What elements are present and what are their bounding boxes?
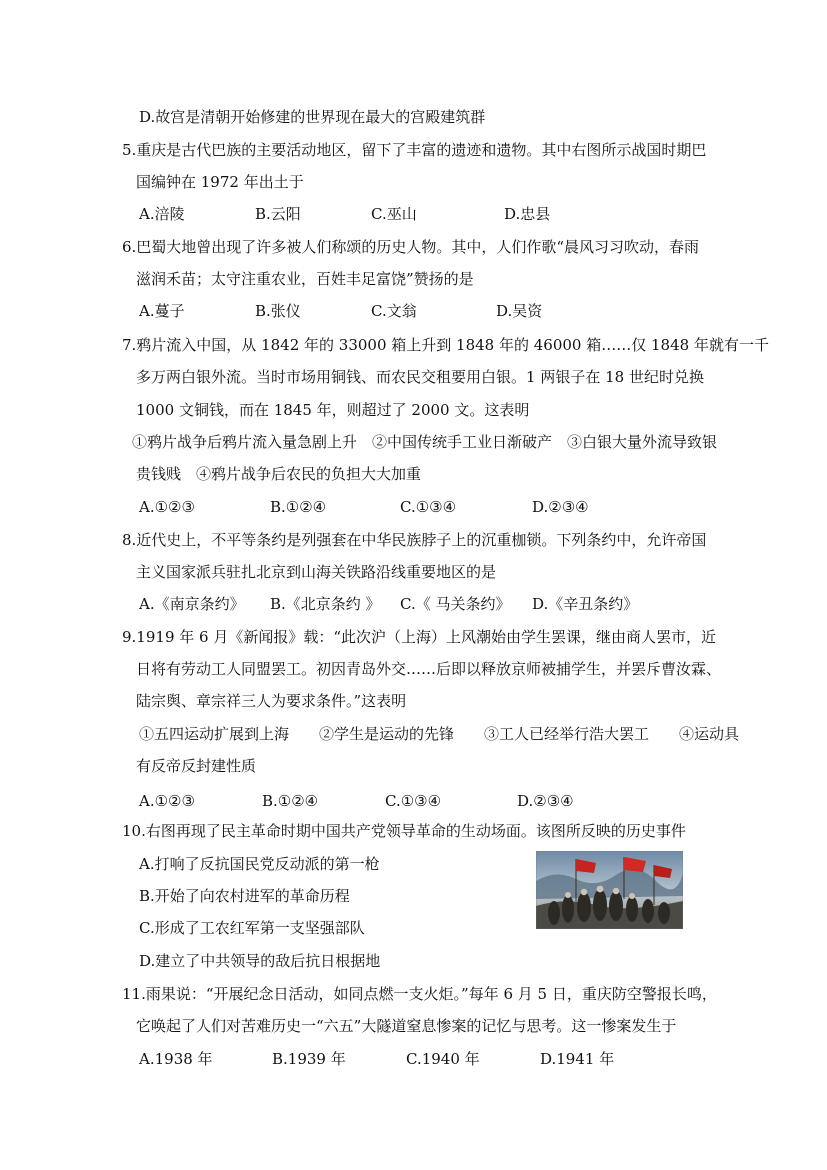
q9-statements-line2: 有反帝反封建性质 [136,757,257,775]
q6-option-b: B.张仪 [255,302,301,320]
q6-stem-line2: 滋润禾苗；太守注重农业，百姓丰足富饶”赞扬的是 [136,270,474,288]
q11-option-c: C.1940 年 [406,1050,480,1068]
q8-option-a: A.《南京条约》 [139,595,245,613]
q10-option-c: C.形成了工农红军第一支坚强部队 [139,919,365,937]
q7-statements-line1: ①鸦片战争后鸦片流入量急剧上升 ②中国传统手工业日渐破产 ③白银大量外流导致银 [132,433,718,451]
q9-option-c: C.①③④ [385,792,442,810]
q6-option-a: A.蔓子 [139,302,185,320]
q7-option-b: B.①②④ [270,498,327,516]
q7-option-d: D.②③④ [532,498,589,516]
q11-option-b: B.1939 年 [272,1050,346,1068]
q6-option-d: D.吴资 [496,302,543,320]
q9-option-a: A.①②③ [139,792,195,810]
q9-option-b: B.①②④ [262,792,319,810]
q8-stem-line2: 主义国家派兵驻扎北京到山海关铁路沿线重要地区的是 [136,563,497,581]
q9-option-d: D.②③④ [517,792,574,810]
q7-option-a: A.①②③ [139,498,195,516]
q10-stem-line1: 10.右图再现了民主革命时期中国共产党领导革命的生动场面。该图所反映的历史事件 [122,822,686,840]
q6-stem-line1: 6.巴蜀大地曾出现了许多被人们称颂的历史人物。其中，人们作歌“晨风习习吹动，春雨 [122,238,699,256]
q5-option-b: B.云阳 [255,205,301,223]
q10-option-b: B.开始了向农村进军的革命历程 [139,887,350,905]
q7-stem-line3: 1000 文铜钱，而在 1845 年，则超过了 2000 文。这表明 [136,401,530,419]
q11-option-d: D.1941 年 [540,1050,615,1068]
q5-option-a: A.涪陵 [139,205,185,223]
q10-option-d: D.建立了中共领导的敌后抗日根据地 [139,952,381,970]
q7-statements-line2: 贵钱贱 ④鸦片战争后农民的负担大大加重 [136,465,422,483]
q8-option-b: B.《北京条约 》 [270,595,381,613]
q8-option-d: D.《辛丑条约》 [532,595,639,613]
q10-illustration [536,851,683,929]
q10-option-a: A.打响了反抗国民党反动派的第一枪 [139,855,380,873]
q9-stem-line1: 9.1919 年 6 月《新闻报》载：“此次沪（上海）上风潮始由学生罢课，继由商人罢市，近 [122,628,717,646]
q5-option-c: C.巫山 [371,205,417,223]
q6-option-c: C.文翁 [371,302,417,320]
q10-painting [536,851,683,929]
q7-option-c: C.①③④ [400,498,457,516]
q4-option-d: D.故宫是清朝开始修建的世界现在最大的宫殿建筑群 [139,108,486,126]
q8-option-c: C.《 马关条约》 [400,595,511,613]
q5-stem-line1: 5.重庆是古代巴族的主要活动地区，留下了丰富的遗迹和遗物。其中右图所示战国时期巴 [122,141,707,159]
q8-stem-line1: 8.近代史上，不平等条约是列强套在中华民族脖子上的沉重枷锁。下列条约中，允许帝国 [122,531,707,549]
q5-option-d: D.忠县 [504,205,551,223]
q5-stem-line2: 国编钟在 1972 年出土于 [136,173,304,191]
q11-stem-line2: 它唤起了人们对苦难历史一“六五”大隧道窒息惨案的记忆与思考。这一惨案发生于 [136,1017,677,1035]
q7-stem-line2: 多万两白银外流。当时市场用铜钱、而农民交租要用白银。1 两银子在 18 世纪时兑换 [136,368,704,386]
q9-stem-line2: 日将有劳动工人同盟罢工。初因青岛外交……后即以释放京师被捕学生，并罢斥曹汝霖、 [136,660,722,678]
q7-stem-line1: 7.鸦片流入中国，从 1842 年的 33000 箱上升到 1848 年的 46000 箱……仅 1848 年就有一千 [122,336,769,354]
q9-statements-line1: ①五四运动扩展到上海 ②学生是运动的先锋 ③工人已经举行浩大罢工 ④运动具 [139,725,740,743]
q11-stem-line1: 11.雨果说：“开展纪念日活动，如同点燃一支火炬。”每年 6 月 5 日，重庆防空警报长鸣， [122,985,717,1003]
q9-stem-line3: 陆宗舆、章宗祥三人为要求条件。”这表明 [136,692,407,710]
q11-option-a: A.1938 年 [139,1050,213,1068]
